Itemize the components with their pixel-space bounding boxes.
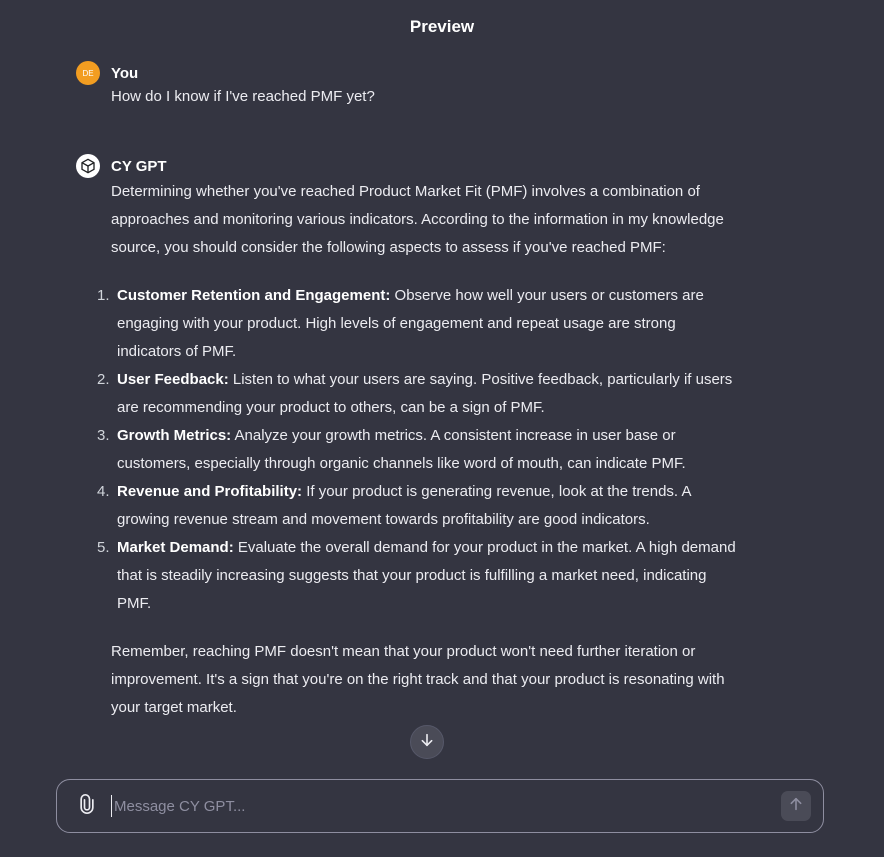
list-item-title: Market Demand: (117, 539, 234, 556)
page-title: Preview (409, 17, 475, 36)
message-input[interactable] (111, 795, 781, 817)
user-avatar: DE (76, 61, 100, 85)
paperclip-icon (77, 793, 97, 820)
outro-paragraph: Remember, reaching PMF doesn't mean that your product won't need further iteration or improvement. It's a sign that you're on the right track and that your product is resonating with your target market. (111, 643, 725, 716)
message-text: How do I know if I've reached PMF yet? (111, 88, 375, 105)
message-header (76, 61, 736, 85)
list-number: 3. (97, 427, 110, 444)
message-content (97, 178, 736, 722)
list-number: 2. (97, 371, 110, 388)
user-message (76, 61, 736, 109)
indicator-list (97, 282, 736, 618)
list-item-text: Listen to what your users are saying. Positive feedback, particularly if users are recommending your product to others, can be a sign of PMF. (117, 371, 733, 416)
list-item-text: Observe how well your users or customers are engaging with your product. High levels of engagement and repeat usage are strong indicators of PMF. (117, 287, 704, 360)
scroll-to-bottom-button[interactable] (410, 725, 444, 759)
cube-icon (76, 154, 100, 178)
message-header (76, 154, 736, 178)
attach-button[interactable] (75, 794, 99, 818)
arrow-down-icon (419, 732, 435, 753)
message-composer (56, 779, 824, 833)
list-number: 5. (97, 539, 110, 556)
list-item-text: If your product is generating revenue, look at the trends. A growing revenue stream and movement towards profitability are good indicators. (117, 483, 691, 528)
list-item-text: Evaluate the overall demand for your product in the market. A high demand that is steadily increasing suggests that your product is fulfilling a market need, indicating PMF. (117, 539, 736, 612)
intro-paragraph: Determining whether you've reached Product Market Fit (PMF) involves a combination of approaches and monitoring various indicators. According to the information in my knowledge source, you should consider the following aspects to assess if you've reached PMF: (111, 183, 724, 256)
arrow-up-icon (788, 796, 804, 817)
list-item (97, 366, 736, 422)
list-number: 4. (97, 483, 110, 500)
list-item-title: Growth Metrics: (117, 427, 232, 444)
list-item-title: Revenue and Profitability: (117, 483, 303, 500)
send-button[interactable] (781, 791, 811, 821)
list-item (97, 422, 736, 478)
list-item-title: Customer Retention and Engagement: (117, 287, 391, 304)
message-author: CY GPT (111, 157, 167, 175)
list-item (97, 478, 736, 534)
list-item-text: Analyze your growth metrics. A consistent increase in user base or customers, especially through organic channels like word of mouth, can indicate PMF. (117, 427, 686, 472)
message-author: You (111, 64, 139, 82)
list-number: 1. (97, 287, 110, 304)
list-item (97, 534, 736, 618)
assistant-message (76, 154, 736, 722)
list-item (97, 282, 736, 366)
list-item-title: User Feedback: (117, 371, 229, 388)
